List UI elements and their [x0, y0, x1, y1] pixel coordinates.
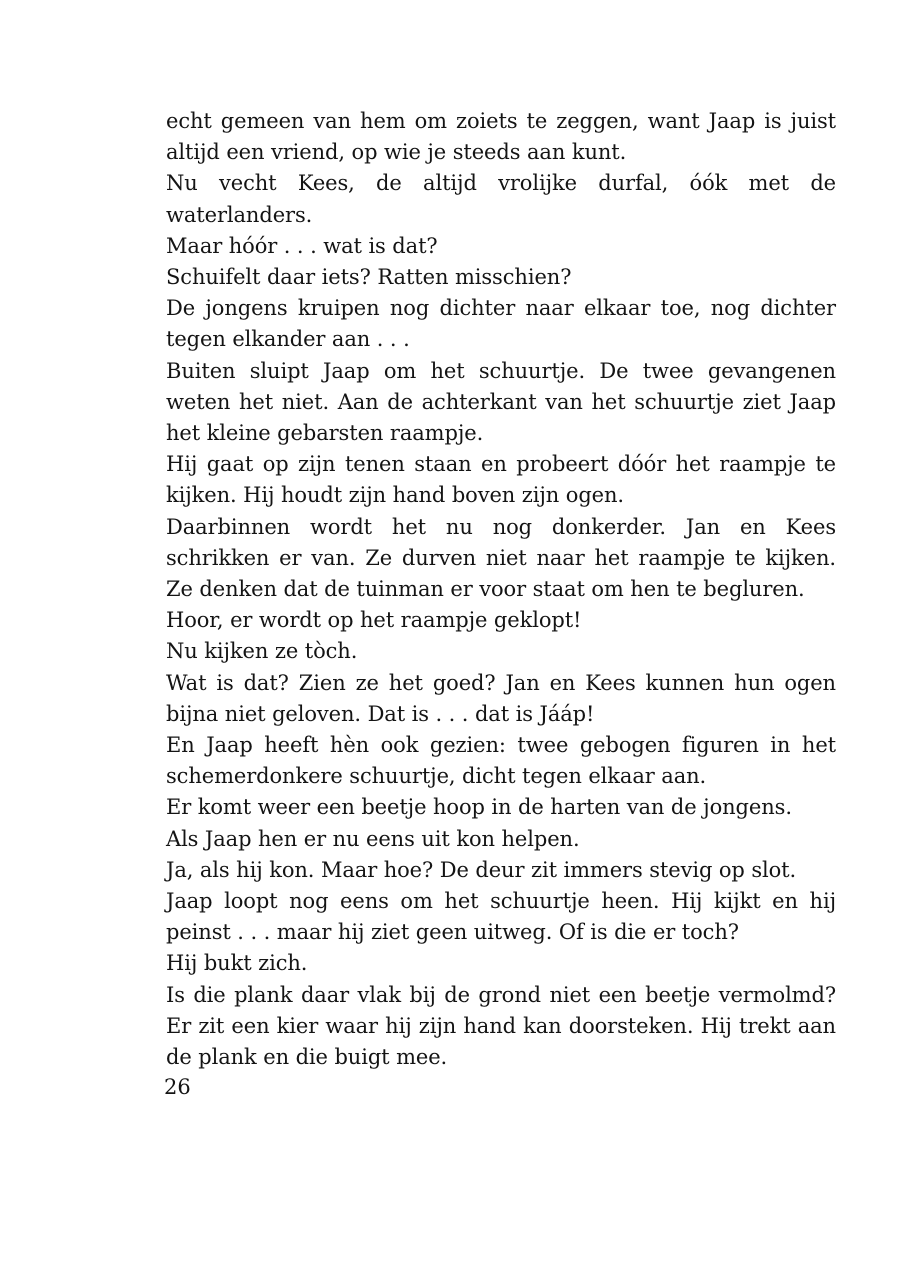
paragraph: Schuifelt daar iets? Ratten misschien? [166, 265, 572, 290]
paragraph: Als Jaap hen er nu eens uit kon helpen. [166, 826, 580, 851]
paragraph: Jaap loopt nog eens om het schuurtje heen. Hij kijkt en hij peinst . . . maar hij ziet geen uitweg. Of is die er toch? [166, 889, 836, 945]
paragraph: De jongens kruipen nog dichter naar elkaar toe, nog dichter tegen elkander aan . . . [166, 296, 836, 352]
page-number: 26 [164, 1075, 191, 1099]
paragraph: Ja, als hij kon. Maar hoe? De deur zit immers stevig op slot. [166, 857, 797, 882]
paragraph: Is die plank daar vlak bij de grond niet een beetje vermolmd? Er zit een kier waar hij zijn hand kan doorsteken. Hij trekt aan de plank en die buigt mee. [166, 982, 836, 1070]
paragraph: Nu kijken ze tòch. [166, 639, 358, 664]
body-text [166, 106, 836, 1073]
paragraph: Er komt weer een beetje hoop in de harten van de jongens. [166, 795, 792, 820]
paragraph: Maar hóór . . . wat is dat? [166, 233, 438, 258]
paragraph: Hij gaat op zijn tenen staan en probeert dóór het raampje te kijken. Hij houdt zijn hand boven zijn ogen. [166, 452, 836, 508]
paragraph: echt gemeen van hem om zoiets te zeggen, want Jaap is juist altijd een vriend, op wie je steeds aan kunt. [166, 109, 836, 165]
paragraph: Buiten sluipt Jaap om het schuurtje. De twee gevangenen weten het niet. Aan de achterkant van het schuurtje ziet Jaap het kleine gebarsten raampje. [166, 358, 836, 446]
paragraph: En Jaap heeft hèn ook gezien: twee gebogen figuren in het schemerdonkere schuurtje, dicht tegen elkaar aan. [166, 733, 836, 789]
paragraph: Hij bukt zich. [166, 951, 308, 976]
paragraph: Wat is dat? Zien ze het goed? Jan en Kees kunnen hun ogen bijna niet geloven. Dat is . . . dat is Jááp! [166, 670, 836, 726]
paragraph: Nu vecht Kees, de altijd vrolijke durfal, óók met de waterlanders. [166, 171, 836, 227]
paragraph: Daarbinnen wordt het nu nog donkerder. Jan en Kees schrikken er van. Ze durven niet naar het raampje te kijken. Ze denken dat de tuinman er voor staat om hen te begluren. [166, 514, 836, 602]
paragraph: Hoor, er wordt op het raampje geklopt! [166, 608, 582, 633]
